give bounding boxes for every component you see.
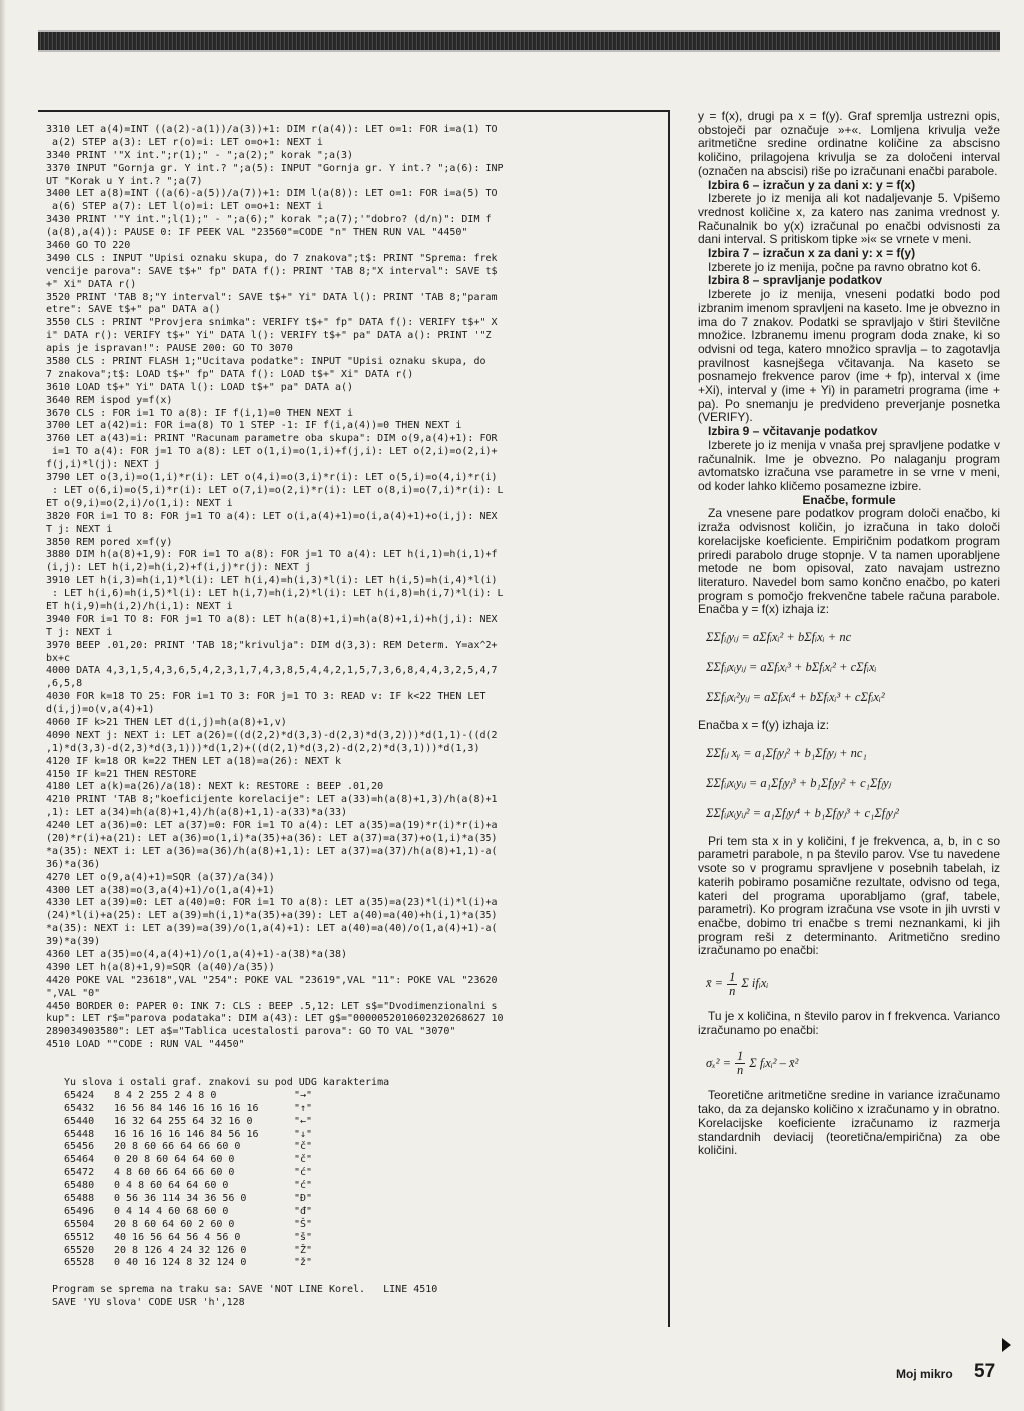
udg-row [64,1232,504,1245]
listing-line: 4120 IF k=18 OR k=22 THEN LET a(18)=a(26): NEXT k [46,755,342,767]
heading-option-8: Izbira 8 – spravljanje podatkov [708,273,883,288]
heading-option-6: Izbira 6 – izračun y za dani x: y = f(x) [708,177,916,192]
variance-numerator: 1 [737,1048,744,1063]
udg-glyph: "→" [294,1089,313,1101]
udg-address: 65456 [64,1141,95,1153]
listing-line: vencije parova": SAVE t$+" fp" DATA f(): PRINT 'TAB 8;"X interval": SAVE t$ [46,265,498,277]
listing-line: 4090 NEXT j: NEXT i: LET a(26)=((d(2,2)*d(3,3)-d(2,3)*d(3,2)))*d(1,1)-((d(2 [46,729,498,741]
listing-line: ,1): LET a(34)=h(a(8)+1,4)/h(a(8)+1,1)-a(33)*a(33) [46,807,348,819]
listing-line: +" Xi" DATA r() [46,278,137,290]
udg-address: 65480 [64,1180,95,1192]
variance-lhs: σₓ² = [706,1055,732,1070]
article-text-column [698,110,1000,1158]
udg-row [64,1090,504,1103]
udg-address: 65448 [64,1128,95,1140]
listing-line: 4060 IF k>21 THEN LET d(i,j)=h(a(8)+1,v) [46,716,287,728]
paragraph-variance: Tu je x količina, n število parov in f frekvenca. Varianco izračunamo po enačbi: [698,1009,1000,1037]
mean-rhs: Σ ifᵢxᵢ [741,976,769,991]
basic-program-listing [46,124,664,1052]
paragraph-option-6: Izberete jo iz menija ali kot nadaljevanje 5. Vpišemo vrednost količine x, za katero nas zanima vrednost y. Računalnik bo y(x) izračunal po enačbi odvisnosti za dani interval. S pritiskom tipke »i« se vrnete v meni. [698,191,1000,247]
listing-line: 3610 LOAD t$+" Yi" DATA l(): LOAD t$+" pa" DATA a() [46,381,354,393]
header-stripe [38,30,1000,52]
listing-line: 4300 LET a(38)=o(3,a(4)+1)/o(1,a(4)+1) [46,884,275,896]
udg-row [64,1154,504,1167]
udg-glyph: "š" [294,1231,313,1243]
listing-line: ,1)*d(3,3)-d(2,3)*d(3,1)))*d(1,2)+((d(2,1)*d(3,2)-d(2,2)*d(3,1)))*d(1,3) [46,742,480,754]
equations-y-of-x [698,623,1000,713]
paragraph-formulas: Za vnesene pare podatkov program določi enačbo, ki izraža odvisnost količin, jo izračuna in tako določi korelacijske koeficiente. Empiričnim podatkom program priredi parabolo druge stopnje. V ta namen uporabljene metode ne bom opisoval, zato navajam ustrezno literaturo. Navedel bom samo končno enačbo, po kateri program s pomočjo frekvenčne tabele računa parabole. Enačba y = f(x) izhaja iz: [698,506,1000,617]
equation-line: ΣΣfᵢⱼxᵢyᵢⱼ² = a₁Σfⱼyⱼ⁴ + b₁Σfⱼyⱼ³ + c₁Σfⱼyⱼ² [706,805,899,820]
udg-glyph: "Đ" [294,1193,313,1205]
listing-line: 3880 DIM h(a(8)+1,9): FOR i=1 TO a(8): FOR j=1 TO a(4): LET h(i,1)=h(i,1)+f [46,549,498,561]
udg-rows [64,1090,504,1270]
udg-bytes: 4 8 60 66 64 66 60 0 [114,1167,235,1179]
listing-line: 36)*a(36) [46,858,101,870]
heading-option-9: Izbira 9 – včitavanje podatkov [708,424,878,439]
listing-line: 4420 POKE VAL "23618",VAL "254": POKE VAL "23619",VAL "11": POKE VAL "23620 [46,974,498,986]
listing-line: 4180 LET a(k)=a(26)/a(18): NEXT k: RESTORE : BEEP .01,20 [46,781,384,793]
udg-address: 65504 [64,1218,95,1230]
udg-bytes: 16 56 84 146 16 16 16 16 [114,1102,259,1114]
udg-address: 65440 [64,1115,95,1127]
listing-line: 4270 LET o(9,a(4)+1)=SQR (a(37)/a(34)) [46,871,275,883]
udg-address: 65464 [64,1154,95,1166]
udg-glyph: "ž" [294,1257,313,1269]
udg-row [64,1180,504,1193]
listing-line: 3970 BEEP .01,20: PRINT 'TAB 18;"krivulja": DIM d(3,3): REM Determ. Y=ax^2+ [46,639,498,651]
listing-line: T j: NEXT i [46,626,113,638]
mean-fraction [727,971,737,998]
udg-address: 65512 [64,1231,95,1243]
udg-row [64,1257,504,1270]
udg-row [64,1129,504,1142]
udg-address: 65488 [64,1193,95,1205]
listing-line: 3400 LET a(8)=INT ((a(6)-a(5))/a(7))+1: DIM l(a(8)): LET o=1: FOR i=a(5) TO [46,188,498,200]
udg-row [64,1193,504,1206]
listing-line: 3760 LET a(43)=i: PRINT "Racunam parametre oba skupa": DIM o(9,a(4)+1): FOR [46,433,498,445]
listing-line: 289034903580": LET a$="Tablica ucestalosti parova": GO TO VAL "3070" [46,1026,456,1038]
listing-line: 3790 LET o(3,i)=o(1,i)*r(i): LET o(4,i)=o(3,i)*r(i): LET o(5,i)=o(4,i)*r(i) [46,472,498,484]
listing-line: a(2) STEP a(3): LET r(o)=i: LET o=o+1: NEXT i [46,136,323,148]
variance-fraction [735,1050,745,1077]
udg-glyph: "Š" [294,1218,313,1230]
listing-line: (i,j): LET h(i,2)=h(i,2)+f(i,j)*r(j): NEXT j [46,562,311,574]
listing-line: apis je ispravan!": PAUSE 200: GO TO 3070 [46,343,293,355]
variance-formula [698,1043,1000,1083]
paragraph-eq-x-of-y: Enačba x = f(y) izhaja iz: [698,718,830,733]
udg-bytes: 20 8 126 4 24 32 126 0 [114,1244,247,1256]
variance-denominator: n [737,1062,744,1077]
listing-line: 4000 DATA 4,3,1,5,4,3,6,5,4,2,3,1,7,4,3,8,5,4,4,2,1,5,7,3,6,8,4,4,3,2,5,4,7 [46,665,498,677]
udg-row [64,1167,504,1180]
listing-line: 39)*a(39) [46,936,101,948]
listing-line: *a(35): NEXT i: LET a(36)=a(36)/h(a(8)+1,1): LET a(37)=a(37)/h(a(8)+1,1)-a( [46,845,498,857]
udg-row [64,1116,504,1129]
variance-rhs: Σ fᵢxᵢ² – x̄² [749,1055,799,1070]
udg-glyph: "Ž" [294,1244,313,1256]
listing-line: 3850 REM pored x=f(y) [46,536,173,548]
listing-line: ET o(9,i)=o(2,i)/o(1,i): NEXT i [46,497,233,509]
equation-line: ΣΣfᵢⱼyᵢⱼ = aΣfᵢxᵢ² + bΣfᵢxᵢ + nc [706,630,852,645]
udg-address: 65424 [64,1089,95,1101]
listing-line: 3910 LET h(i,3)=h(i,1)*l(i): LET h(i,4)=h(i,3)*l(i): LET h(i,5)=h(i,4)*l(i) [46,575,498,587]
listing-line: ",VAL "0" [46,987,101,999]
listing-line: etre": SAVE t$+" pa" DATA a() [46,304,221,316]
listing-line: 4030 FOR k=18 TO 25: FOR i=1 TO 3: FOR j=1 TO 3: READ v: IF k<22 THEN LET [46,691,486,703]
page-number: 57 [974,1361,996,1382]
listing-line: i" DATA r(): VERIFY t$+" Yi" DATA l(): VERIFY t$+" pa" DATA a(): PRINT '"Z [46,330,492,342]
listing-line: f(j,i)*l(j): NEXT j [46,459,161,471]
equation-line: ΣΣfᵢⱼxᵢyᵢⱼ = a₁Σfⱼyⱼ³ + b₁Σfⱼyⱼ² + c₁Σfⱼyⱼ [706,775,891,790]
listing-line: 7 znakova";t$: LOAD t$+" fp" DATA f(): LOAD t$+" Xi" DATA r() [46,368,414,380]
intro-paragraph: y = f(x), drugi pa x = f(y). Graf spremlja ustrezni opis, obstoječi par označuje »+«. Lomljena krivulja veže aritmetične sredine ordinatne količine za abscisno količino, prilagojena krivulja se za določeni interval (označen na abscisi) riše po izračunani enačbi parabole. [698,109,1000,178]
mean-numerator: 1 [729,969,736,984]
equations-x-of-y [698,739,1000,829]
heading-option-7: Izbira 7 – izračun x za dani y: x = f(y) [708,246,916,261]
heading-formulas: Enačbe, formule [802,492,896,507]
listing-line: UT "Korak u Y int.? ";a(7) [46,175,203,187]
udg-address: 65520 [64,1244,95,1256]
udg-bytes: 16 16 16 16 146 84 56 16 [114,1128,259,1140]
paragraph-option-7: Izberete jo iz menija, počne pa ravno obratno kot 6. [708,259,981,274]
listing-line: 3550 CLS : PRINT "Provjera snimka": VERIFY t$+" fp" DATA f(): VERIFY t$+" X [46,317,498,329]
paragraph-mean: Pri tem sta x in y količini, f je frekvenca, a, b, in c so parametri parabole, n pa število parov. Vse tu navedene vsote so v programu spravljene v posebnih tabelah, iz katerih pobiramo posamične rezultate, odvisno od tega, kateri del programa uporabljamo (graf, tabele, parametri). Ko program izračuna vse vsote in jih uvrsti v enačbe, dobimo tri enačbe s tremi neznankami, ki jih program reši z determinanto. Aritmetično sredino izračunamo po enačbi: [698,833,1000,958]
udg-glyph: "↓" [294,1128,313,1140]
udg-address: 65472 [64,1167,95,1179]
paragraph-option-9: Izberete jo iz menija v vnaša prej spravljene podatke v računalnik. Ime je obvezno. Po nalaganju program avtomatsko izračuna vse parametre in se vrne v meni, od koder lahko kličemo posamezne izbire. [698,437,1000,493]
listing-line: 4360 LET a(35)=o(4,a(4)+1)/o(1,a(4)+1)-a(38)*a(38) [46,949,348,960]
listing-line: ,6,5,8 [46,678,83,690]
udg-glyph: "ć" [294,1180,313,1192]
mean-lhs: x̄ = [706,976,724,991]
listing-line: 4210 PRINT 'TAB 8;"koeficijente korelacije": LET a(33)=h(a(8)+1,3)/h(a(8)+1 [46,794,498,806]
mean-formula [698,964,1000,1004]
udg-glyph: "↑" [294,1102,313,1114]
save-line-2: SAVE 'YU slova' CODE USR 'h',128 [52,1297,245,1308]
listing-line: kup": LET r$="parova podataka": DIM a(43): LET g$="0000052010602320268627 10 [46,1013,504,1025]
paragraph-conclusion: Teoretične aritmetične sredine in variance izračunamo tako, da za dejansko količino x izračunamo y in obratno. Korelacijske koeficiente izračunamo iz razmerja standardnih deviacij (teoretična/empirična) za obe količini. [698,1088,1000,1158]
listing-line: 3370 INPUT "Gornja gr. Y int.? ";a(5): INPUT "Gornja gr. Y int.? ";a(6): INP [46,162,504,174]
udg-bytes: 0 4 14 4 60 68 60 0 [114,1205,229,1217]
udg-row [64,1206,504,1219]
listing-line: 3940 FOR i=1 TO 8: FOR j=1 TO a(8): LET h(a(8)+1,i)=h(a(8)+1,i)+h(j,i): NEX [46,613,498,625]
listing-line: (a(8),a(4)): PAUSE 0: IF PEEK VAL "23560"=CODE "n" THEN RUN VAL "4450" [46,227,468,239]
equation-line: ΣΣfᵢⱼxᵢyᵢⱼ = aΣfᵢxᵢ³ + bΣfᵢxᵢ² + cΣfᵢxᵢ [706,660,877,675]
udg-address: 65528 [64,1257,95,1269]
udg-title: Yu slova i ostali graf. znakovi su pod UDG karakterima [64,1077,390,1088]
continue-arrow-icon [1002,1338,1011,1352]
equation-line: ΣΣfᵢⱼ xᵧ = a₁Σfⱼyⱼ² + b₁Σfⱼyⱼ + nc₁ [706,745,867,760]
listing-line: 4330 LET a(39)=0: LET a(40)=0: FOR i=1 TO a(8): LET a(35)=a(23)*l(i)*l(i)+a [46,897,498,909]
save-instructions [52,1283,652,1309]
listing-line: 3310 LET a(4)=INT ((a(2)-a(1))/a(3))+1: DIM r(a(4)): LET o=1: FOR i=a(1) TO [46,124,498,135]
paragraph-option-8: Izberete jo iz menija, vneseni podatki bodo pod izbranim imenom spravljeni na kaseto. Ime je obvezno in ima do 7 znakov. Podatki se spravljajo v štiri številčne množice. Izbranemu imenu program doda znake, ki so odvisni od tega, katero množico spravlja – to zagotavlja pravilnost kasnejšega včitavanja. Na kaseto se posnamejo frekvence parov (ime + fp), interval x (ime +Xi), interval y (ime + Yi) in parametri programa (ime + pa). Po snemanju je predvideno preverjanje posnetka (VERIFY). [698,287,1000,425]
listing-line: 4450 BORDER 0: PAPER 0: INK 7: CLS : BEEP .5,12: LET s$="Dvodimenzionalni s [46,1000,498,1012]
listing-line: 3520 PRINT 'TAB 8;"Y interval": SAVE t$+" Yi" DATA l(): PRINT 'TAB 8;"param [46,291,498,303]
listing-line: d(i,j)=o(v,a(4)+1) [46,704,155,716]
listing-line: 4150 IF k=21 THEN RESTORE [46,768,197,780]
udg-glyph: "←" [294,1115,313,1127]
udg-glyph: "č" [294,1141,313,1153]
udg-bytes: 20 8 60 66 64 66 60 0 [114,1141,241,1153]
udg-glyph: "đ" [294,1205,313,1217]
listing-line: 3490 CLS : INPUT "Upisi oznaku skupa, do 7 znakova";t$: PRINT "Sprema: frek [46,252,498,264]
udg-bytes: 0 4 8 60 64 64 60 0 [114,1180,229,1192]
listing-line: 4240 LET a(36)=0: LET a(37)=0: FOR i=1 TO a(4): LET a(35)=a(19)*r(i)*r(i)+a [46,820,498,832]
listing-line: 3340 PRINT '"X int.";r(1);" - ";a(2);" korak ";a(3) [46,149,354,161]
udg-row [64,1103,504,1116]
listing-line: : LET o(6,i)=o(5,i)*r(i): LET o(7,i)=o(2,i)*r(i): LET o(8,i)=o(7,i)*r(i): L [46,484,504,496]
listing-line: bx+c [46,652,71,664]
listing-line: 3700 LET a(42)=i: FOR i=a(8) TO 1 STEP -1: IF f(i,a(4))=0 THEN NEXT i [46,420,462,432]
udg-bytes: 20 8 60 64 60 2 60 0 [114,1218,235,1230]
udg-glyph: "č" [294,1154,313,1166]
listing-line: 3580 CLS : PRINT FLASH 1;"Ucitava podatke": INPUT "Upisi oznaku skupa, do [46,356,486,368]
listing-line: T j: NEXT i [46,523,113,535]
udg-address: 65432 [64,1102,95,1114]
udg-bytes: 40 16 56 64 56 4 56 0 [114,1231,241,1243]
listing-line: 4510 LOAD ""CODE : RUN VAL "4450" [46,1039,245,1051]
magazine-name: Moj mikro [896,1367,953,1381]
udg-address: 65496 [64,1205,95,1217]
udg-glyph: "ć" [294,1167,313,1179]
udg-bytes: 8 4 2 255 2 4 8 0 [114,1089,217,1101]
listing-line: (20)*r(i)+a(21): LET a(36)=o(1,i)*a(35)+a(36): LET a(37)=a(37)+o(1,i)*a(35) [46,832,498,844]
listing-line: a(6) STEP a(7): LET l(o)=i: LET o=o+1: NEXT i [46,201,323,213]
udg-bytes: 0 40 16 124 8 32 124 0 [114,1257,247,1269]
udg-bytes: 0 56 36 114 34 36 56 0 [114,1193,247,1205]
save-line-1: Program se sprema na traku sa: SAVE 'NOT LINE Korel. LINE 4510 [52,1284,438,1295]
udg-bytes: 16 32 64 255 64 32 16 0 [114,1115,253,1127]
udg-table [64,1077,504,1270]
udg-row [64,1219,504,1232]
listing-line: : LET h(i,6)=h(i,5)*l(i): LET h(i,7)=h(i,2)*l(i): LET h(i,8)=h(i,7)*l(i): L [46,588,504,600]
udg-row [64,1245,504,1258]
udg-row [64,1141,504,1154]
page-gutter-shadow [0,0,6,1411]
listing-line: *a(35): NEXT i: LET a(39)=a(39)/o(1,a(4)+1): LET a(40)=a(40)/o(1,a(4)+1)-a( [46,923,498,935]
listing-line: i=1 TO a(4): FOR j=1 TO a(8): LET o(1,i)=o(1,i)+f(j,i): LET o(2,i)=o(2,i)+ [46,446,498,458]
listing-line: ET h(i,9)=h(i,2)/h(i,1): NEXT i [46,600,233,612]
listing-line: 3640 REM ispod y=f(x) [46,394,173,406]
listing-line: 3670 CLS : FOR i=1 TO a(8): IF f(i,1)=0 THEN NEXT i [46,407,354,419]
udg-bytes: 0 20 8 60 64 64 60 0 [114,1154,235,1166]
mean-denominator: n [729,983,736,998]
listing-line: 3820 FOR i=1 TO 8: FOR j=1 TO a(4): LET o(i,a(4)+1)=o(i,a(4)+1)+o(i,j): NEX [46,510,498,522]
page-footer [896,1363,1006,1385]
listing-line: (24)*l(i)+a(25): LET a(39)=h(i,1)*a(35)+a(39): LET a(40)=a(40)+h(i,1)*a(35) [46,910,498,922]
listing-line: 3430 PRINT '"Y int.";l(1);" - ";a(6);" korak ";a(7);'"dobro? (d/n)": DIM f [46,214,492,226]
equation-line: ΣΣfᵢⱼxᵢ²yᵢⱼ = aΣfᵢxᵢ⁴ + bΣfᵢxᵢ³ + cΣfᵢxᵢ² [706,690,885,705]
listing-line: 4390 LET h(a(8)+1,9)=SQR (a(40)/a(35)) [46,961,275,973]
listing-line: 3460 GO TO 220 [46,240,131,252]
